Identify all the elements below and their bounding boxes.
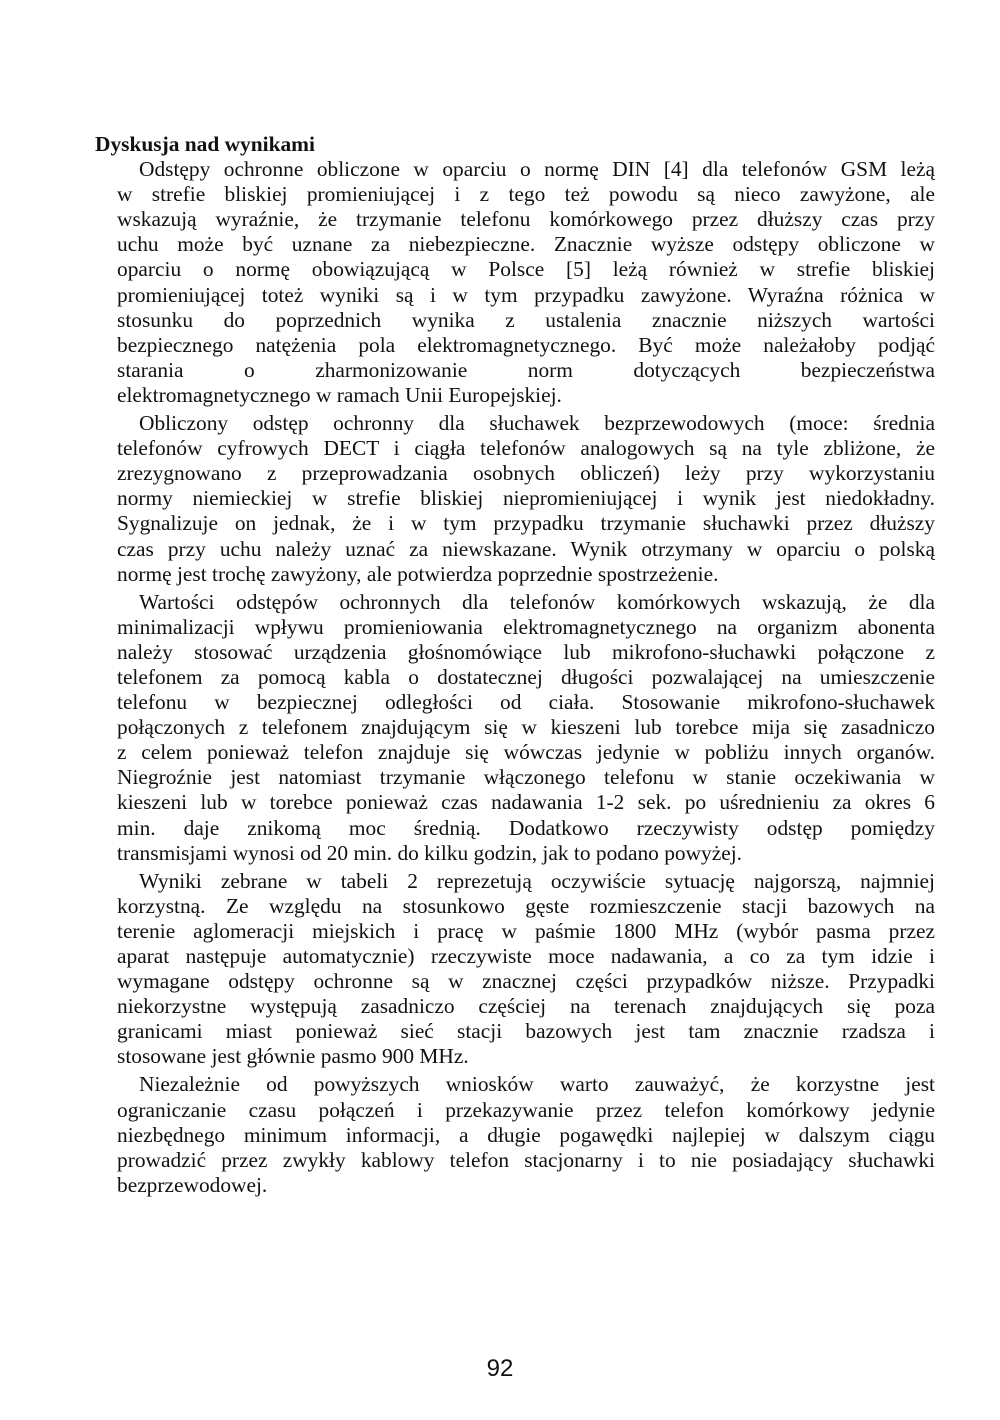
text-line: elektromagnetycznego w ramach Unii Europejskiej. — [117, 382, 562, 407]
document-page — [95, 132, 935, 1198]
text-line: normę jest trochę zawyżony, ale potwierdza poprzednie spostrzeżenie. — [117, 561, 719, 586]
paragraph-1 — [95, 157, 935, 408]
text-line: Wyniki zebrane w tabeli 2 reprezetują oczywiście sytuację najgorszą, najmniej — [139, 868, 935, 893]
text-line: połączonych z telefonem znajdującym się w kieszeni lub torebce mija się zasadniczo — [117, 715, 935, 740]
text-line: telefonem za pomocą kabla o dostatecznej długości pozwalającej na umieszczenie — [117, 664, 935, 689]
text-line: bezpiecznego natężenia pola elektromagnetycznego. Być może należałoby podjąć — [117, 332, 935, 357]
text-line: promieniującej toteż wyniki są i w tym przypadku zawyżone. Wyraźna różnica w — [117, 282, 935, 307]
text-line: prowadzić przez zwykły kablowy telefon stacjonarny i to nie posiadający słuchawki — [117, 1147, 935, 1172]
text-line: starania o zharmonizowanie norm dotyczących bezpieczeństwa — [117, 357, 935, 382]
text-line: z celem ponieważ telefon znajduje się wówczas jedynie w pobliżu innych organów. — [117, 740, 935, 765]
text-line: minimalizacji wpływu promieniowania elektromagnetycznego na organizm abonenta — [117, 614, 935, 639]
text-line: należy stosować urządzenia głośnomówiące lub mikrofono-słuchawki połączone z — [117, 639, 935, 664]
text-line: Wartości odstępów ochronnych dla telefonów komórkowych wskazują, że dla — [139, 589, 935, 614]
text-line: normy niemieckiej w strefie bliskiej niepromieniującej i wynik jest niedokładny. — [117, 486, 935, 511]
text-line: wymagane odstępy ochronne są w znacznej części przypadków niższe. Przypadki — [117, 969, 935, 994]
text-line: wskazują wyraźnie, że trzymanie telefonu komórkowego przez dłuższy czas przy — [117, 207, 935, 232]
text-line: ograniczanie czasu połączeń i przekazywanie przez telefon komórkowy jedynie — [117, 1097, 935, 1122]
text-line: kieszeni lub w torebce ponieważ czas nadawania 1-2 sek. po uśrednieniu za okres 6 — [117, 790, 935, 815]
text-line: bezprzewodowej. — [117, 1172, 268, 1197]
text-line: telefonu w bezpiecznej odległości od ciała. Stosowanie mikrofono-słuchawek — [117, 690, 935, 715]
text-line: aparat następuje automatycznie) rzeczywiste moce nadawania, a co za tym idzie i — [117, 944, 935, 968]
text-line: niezbędnego minimum informacji, a długie pogawędki najlepiej w dalszym ciągu — [117, 1122, 935, 1147]
text-line: transmisjami wynosi od 20 min. do kilku godzin, jak to podano powyżej. — [117, 840, 743, 865]
text-line: Niezależnie od powyższych wniosków warto zauważyć, że korzystne jest — [139, 1072, 935, 1097]
text-line: korzystną. Ze względu na stosunkowo gęste rozmieszczenie stacji bazowych na — [117, 893, 935, 918]
text-line: Odstępy ochronne obliczone w oparciu o normę DIN [4] dla telefonów GSM leżą — [139, 157, 935, 182]
text-line: terenie aglomeracji miejskich i pracę w paśmie 1800 MHz (wybór pasma przez — [117, 918, 935, 943]
text-line: min. daje znikomą moc średnią. Dodatkowo rzeczywisty odstęp pomiędzy — [117, 815, 935, 840]
text-line: telefonów cyfrowych DECT i ciągła telefonów analogowych są na tyle zbliżone, że — [117, 436, 935, 461]
text-line: uchu może być uznane za niebezpieczne. Znacznie wyższe odstępy obliczone w — [117, 232, 935, 257]
text-line: granicami miast ponieważ sieć stacji bazowych jest tam znacznie rzadsza i — [117, 1019, 935, 1044]
page-number: 92 — [486, 1355, 514, 1382]
text-line: Obliczony odstęp ochronny dla słuchawek bezprzewodowych (moce: średnia — [139, 411, 935, 436]
text-line: stosowane jest głównie pasmo 900 MHz. — [117, 1044, 469, 1069]
text-line: zrezygnowano z przeprowadzania osobnych obliczeń) leży przy wykorzystaniu — [117, 461, 935, 486]
text-line: czas przy uchu należy uznać za niewskazane. Wynik otrzymany w oparciu o polską — [117, 536, 935, 561]
text-line: niekorzystne występują zasadniczo częściej na terenach znajdujących się poza — [117, 994, 935, 1019]
text-line: stosunku do poprzednich wynika z ustalenia znacznie niższych wartości — [117, 307, 935, 332]
paragraph-3 — [95, 590, 935, 866]
text-line: Niegroźnie jest natomiast trzymanie włączonego telefonu w stanie oczekiwania w — [117, 765, 935, 790]
text-line: oparciu o normę obowiązującą w Polsce [5] leżą również w strefie bliskiej — [117, 257, 935, 282]
paragraph-2 — [95, 411, 935, 587]
text-line: w strefie bliskiej promieniującej i z tego też powodu są nieco zawyżone, ale — [117, 182, 935, 207]
paragraph-5 — [95, 1072, 935, 1197]
text-line: Sygnalizuje on jednak, że i w tym przypadku trzymanie słuchawki przez dłuższy — [117, 511, 935, 536]
section-heading: Dyskusja nad wynikami — [95, 132, 315, 156]
paragraph-4 — [95, 869, 935, 1070]
